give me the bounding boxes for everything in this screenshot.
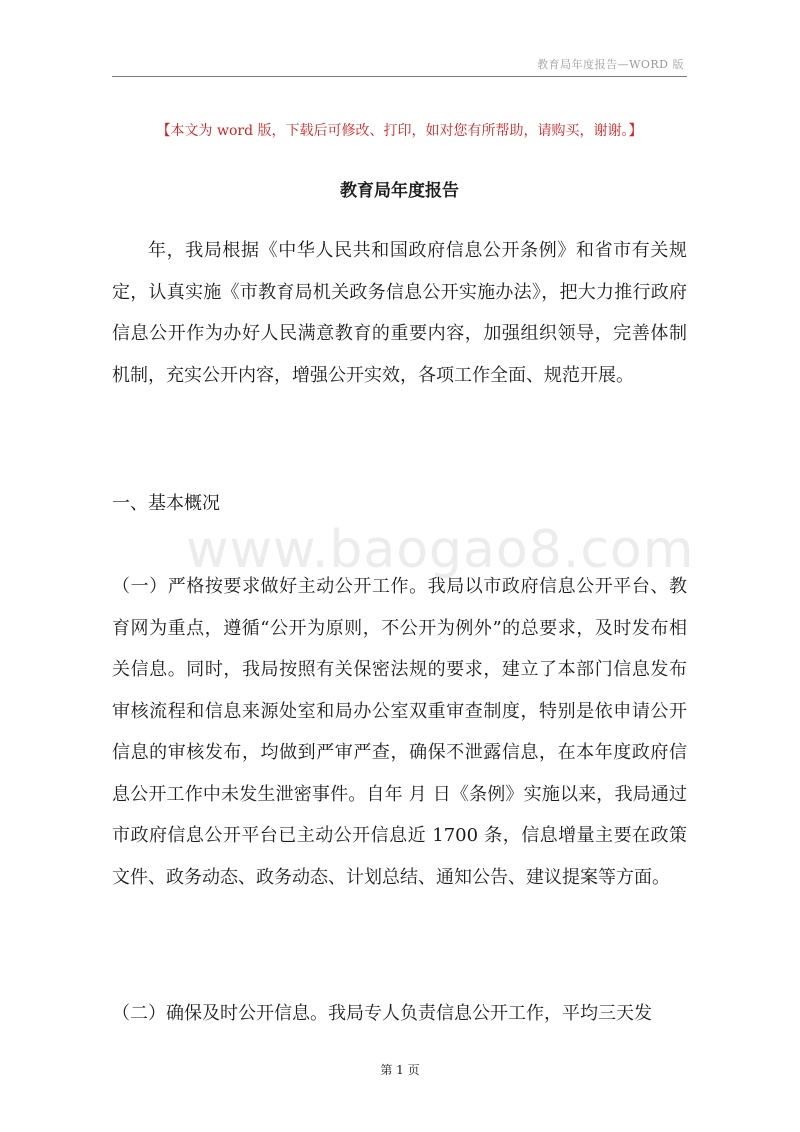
header-divider (112, 76, 687, 77)
intro-paragraph: 年，我局根据《中华人民共和国政府信息公开条例》和省市有关规定，认真实施《市教育局机关政务信息公开实施办法》，把大力推行政府信息公开作为办好人民满意教育的重要内容，加强组织领导，完善体制机制，充实公开内容，增强公开实效，各项工作全面、规范开展。 (112, 240, 687, 386)
paragraph-proactive-disclosure: （一）严格按要求做好主动公开工作。我局以市政府信息公开平台、教育网为重点，遵循“公开为原则，不公开为例外”的总要求，及时发布相关信息。同时，我局按照有关保密法规的要求，建立了本部门信息发布审核流程和信息来源处室和局办公室双重审查制度，特别是依申请公开信息的审核发布，均做到严审严查，确保不泄露信息，在本年度政府信息公开工作中未发生泄密事件。自年 月 日《条例》实施以来，我局通过市政府信息公开平台已主动公开信息近 1700 条，信息增量主要在政策文件、政务动态、政务动态、计划总结、通知公告、建议提案等方面。 (112, 576, 687, 888)
purchase-notice: 【本文为 word 版，下载后可修改、打印，如对您有所帮助，请购买，谢谢。】 (156, 123, 643, 139)
running-header: 教育局年度报告—WORD 版 (537, 58, 684, 71)
document-title: 教育局年度报告 (340, 181, 459, 201)
watermark: www.baogao8.com (186, 520, 695, 580)
paragraph-timely-disclosure: （二）确保及时公开信息。我局专人负责信息公开工作，平均三天发 (112, 1003, 652, 1024)
section-heading-basic-overview: 一、基本概况 (112, 493, 220, 514)
page-number: 第 1 页 (380, 1063, 420, 1077)
